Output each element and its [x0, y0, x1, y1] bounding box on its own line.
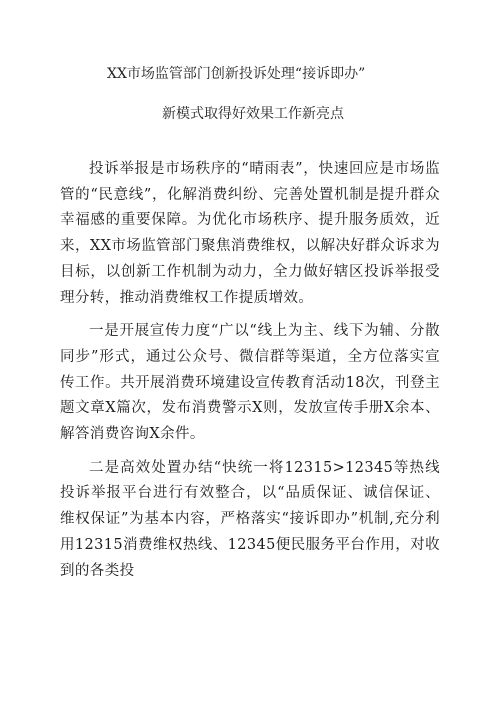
document-title-line-1: XX市场监管部门创新投诉处理“接诉即办” [107, 66, 366, 82]
paragraph-handling: 二是高效处置办结“快统一将12315>12345等热线投诉举报平台进行有效整合，以“品质保证、诚信保证、维权保证”为基本内容，严格落实“接诉即办”机制,充分利用12315消费维权热线、12345便民服务平台作用，对收到的各类投 [60, 459, 440, 579]
document-title-line-2: 新模式取得好效果工作新亮点 [162, 106, 344, 122]
paragraph-intro: 投诉举报是市场秩序的“晴雨表”，快速回应是市场监管的“民意线”，化解消费纠纷、完善处置机制是提升群众幸福感的重要保障。为优化市场秩序、提升服务质效，近来，XX市场监管部门聚焦消费维权，以解决好群众诉求为目标，以创新工作机制为动力，全力做好辖区投诉举报受理分转，推动消费维权工作提质增效。 [60, 161, 440, 306]
document-body [60, 157, 440, 592]
paragraph-publicity: 一是开展宣传力度“广以“线上为主、线下为辅、分散同步”形式，通过公众号、微信群等渠道，全方位落实宣传工作。共开展消费环境建设宣传教育活动18次，刊登主题文章X篇次，发布消费警示X则，发放宣传手册X余本、解答消费咨询X余件。 [60, 323, 440, 443]
